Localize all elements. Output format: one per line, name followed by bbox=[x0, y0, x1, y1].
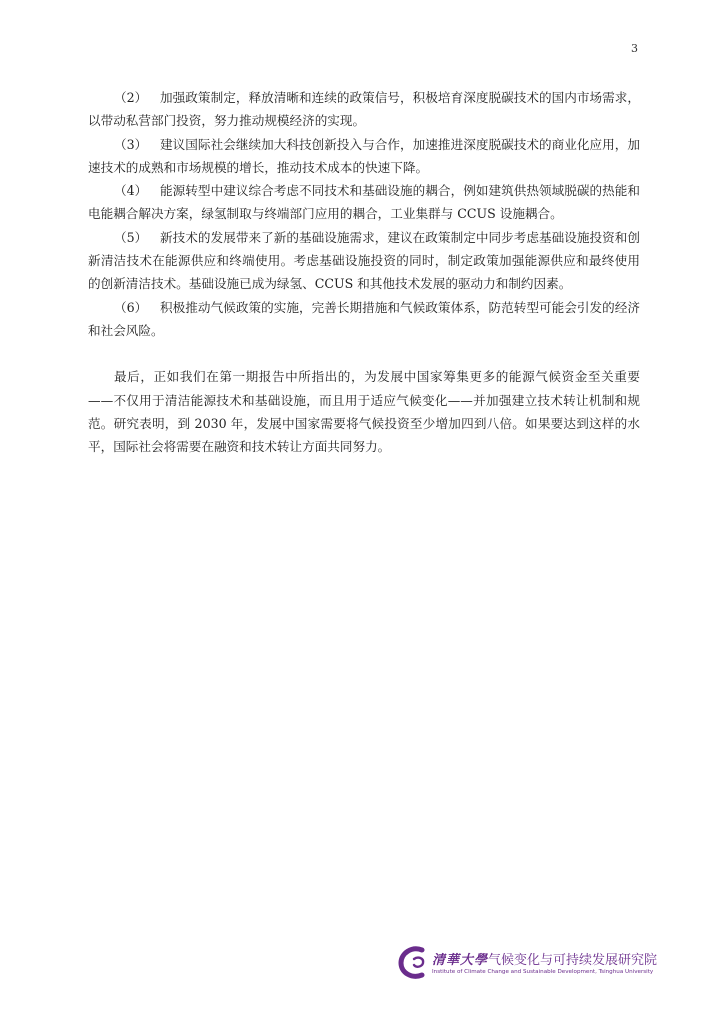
logo-calligraphy: 清華大學 bbox=[432, 953, 489, 968]
item-number: （5） bbox=[114, 229, 148, 245]
item-text: 积极推动气候政策的实施，完善长期措施和气候政策体系，防范转型可能会引发的经济和社会风险。 bbox=[88, 299, 640, 338]
recommendation-item-5 bbox=[88, 226, 640, 296]
institute-logo bbox=[398, 944, 658, 984]
item-number: （3） bbox=[114, 136, 148, 152]
item-number: （2） bbox=[114, 90, 148, 105]
recommendation-item-2 bbox=[88, 86, 640, 133]
closing-paragraph: 最后，正如我们在第一期报告中所指出的，为发展中国家筹集更多的能源气候资金至关重要——不仅用于清洁能源技术和基础设施，而且用于适应气候变化——并加强建立技术转让机制和规范。研究表明，到 2030 年，发展中国家需要将气候投资至少增加四到八倍。如果要达到这样的水平，国际社会将需要在融资和技术转让方面共同努力。 bbox=[88, 369, 640, 455]
item-text: 建议国际社会继续加大科技创新投入与合作，加速推进深度脱碳技术的商业化应用，加速技术的成熟和市场规模的增长，推动技术成本的快速下降。 bbox=[88, 136, 640, 175]
page-number: 3 bbox=[631, 42, 638, 55]
document-body bbox=[88, 86, 640, 458]
logo-title-text: 气候变化与可持续发展研究院 bbox=[488, 953, 658, 968]
item-text: 新技术的发展带来了新的基础设施需求，建议在政策制定中同步考虑基础设施投资和创新清洁技术在能源供应和终端使用。考虑基础设施投资的同时，制定政策加强能源供应和最终使用的创新清洁技术。基础设施已成为绿氢、CCUS 和其他技术发展的驱动力和制约因素。 bbox=[88, 229, 640, 292]
recommendation-item-6 bbox=[88, 296, 640, 343]
recommendation-item-4 bbox=[88, 179, 640, 226]
item-number: （6） bbox=[114, 299, 148, 315]
recommendation-item-3 bbox=[88, 133, 640, 180]
item-text: 加强政策制定，释放清晰和连续的政策信号，积极培育深度脱碳技术的国内市场需求，以带动私营部门投资，努力推动规模经济的实现。 bbox=[88, 90, 640, 129]
item-number: （4） bbox=[114, 183, 148, 199]
tsinghua-logo-icon bbox=[398, 944, 428, 980]
logo-subtitle: Institute of Climate Change and Sustainable Development, Tsinghua University bbox=[432, 969, 654, 975]
logo-title bbox=[432, 949, 657, 968]
item-text: 能源转型中建议综合考虑不同技术和基础设施的耦合，例如建筑供热领域脱碳的热能和电能耦合解决方案，绿氢制取与终端部门应用的耦合，工业集群与 CCUS 设施耦合。 bbox=[88, 183, 640, 222]
